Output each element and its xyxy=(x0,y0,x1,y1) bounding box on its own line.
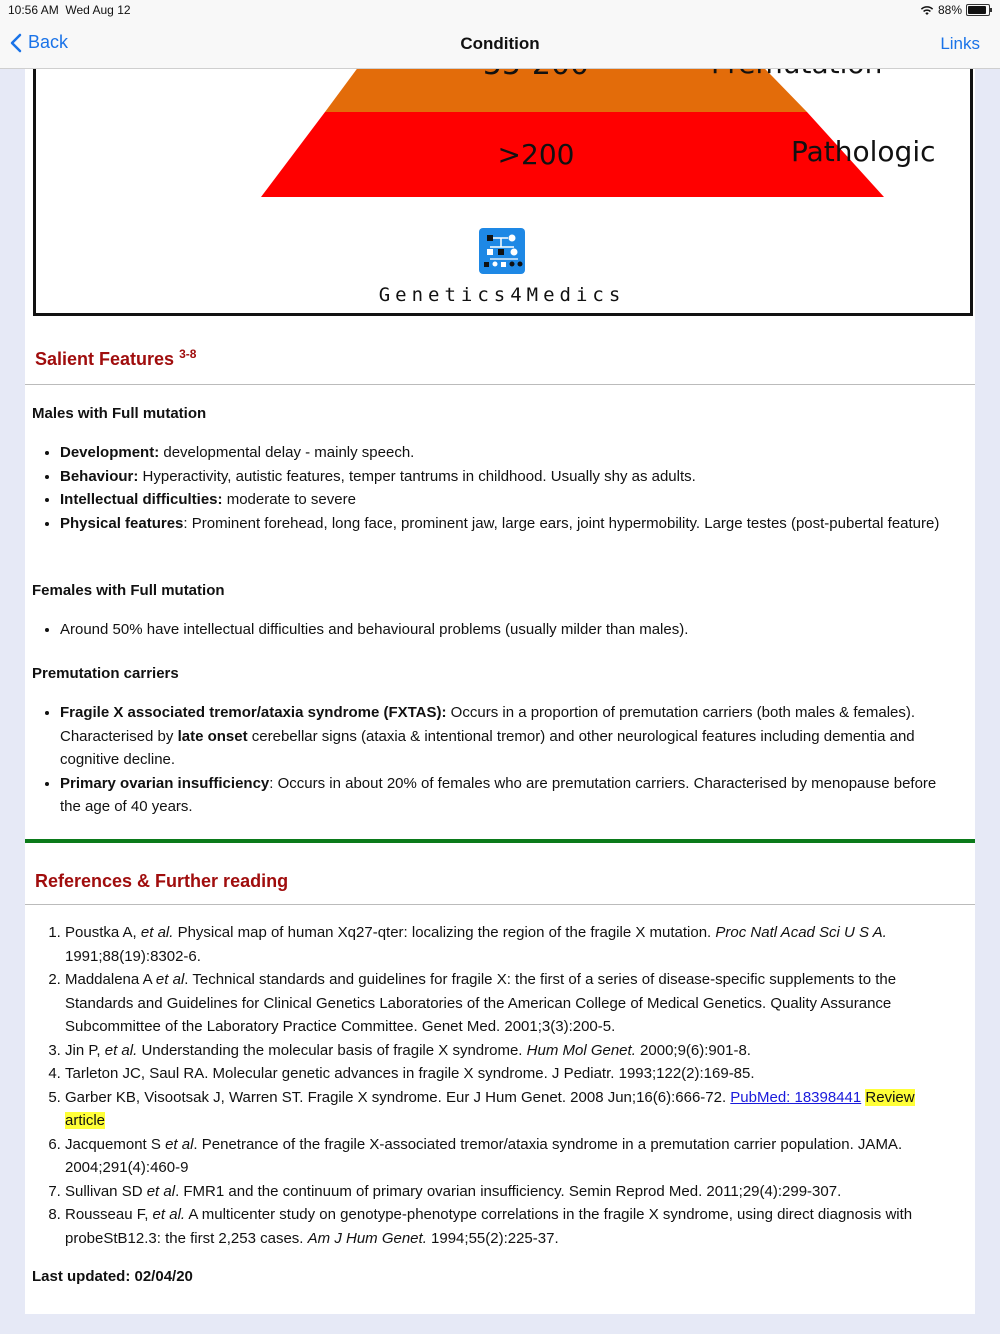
section-divider xyxy=(25,839,975,843)
reference-item: 2. Maddalena A et al. Technical standards and guidelines for fragile X: the first of a series of disease-specific supplements to the Standards and Guidelines for Clinical Genetics Laboratories of the American College of Medical Genetics. Quality Assurance Subcommittee of the Laboratory Practice Committee. Genet Med. 2001;3(3):200-5. xyxy=(65,968,955,1039)
list-item: • Around 50% have intellectual difficulties and behavioural problems (usually milder than males). xyxy=(60,618,960,642)
list-item: • Intellectual difficulties: moderate to severe xyxy=(60,488,960,512)
battery-percent: 88% xyxy=(937,3,962,17)
last-updated: Last updated: 02/04/20 xyxy=(32,1268,193,1285)
status-bar xyxy=(0,0,1000,22)
review-article-highlight: Review article xyxy=(65,1088,915,1129)
tier-label-bottom: >200 xyxy=(497,138,575,171)
tier-right-label-top xyxy=(711,69,882,80)
list-item: • Primary ovarian insufficiency: Occurs in about 20% of females who are premutation carriers. Characterised by menopause before the age of 40 years. xyxy=(60,772,960,819)
references-heading: References & Further reading xyxy=(35,871,289,891)
battery-icon xyxy=(966,4,990,16)
wifi-icon xyxy=(920,5,934,16)
reference-item: 8. Rousseau F, et al. A multicenter study on genotype-phenotype correlations in the fragile X syndrome, using direct diagnosis with probeStB12.3: the first 2,253 cases. Am J Hum Genet. 1994;55(2):225-37. xyxy=(65,1203,955,1250)
reference-item: 4. Tarleton JC, Saul RA. Molecular genetic advances in fragile X syndrome. J Pediatr. 1993;122(2):169-85. xyxy=(65,1062,955,1086)
tier-label-top xyxy=(483,69,589,82)
reference-item: 3. Jin P, et al. Understanding the molecular basis of fragile X syndrome. Hum Mol Genet. 2000;9(6):901-8. xyxy=(65,1039,955,1063)
page-title: Condition xyxy=(460,34,540,53)
list-item: • Behaviour: Hyperactivity, autistic features, temper tantrums in childhood. Usually shy as adults. xyxy=(60,465,960,489)
genetics4medics-logo-icon xyxy=(479,228,525,274)
females-list xyxy=(60,618,960,642)
list-item: • Fragile X associated tremor/ataxia syndrome (FXTAS): Occurs in a proportion of premutation carriers (both males & females). Characterised by late onset cerebellar signs (ataxia & intentional tremor) and other neurological features including dementia and cognitive decline. xyxy=(60,701,960,772)
salient-features-heading: Salient Features $^{3-8}$ xyxy=(35,347,197,369)
females-heading: Females with Full mutation xyxy=(32,582,225,599)
tier-right-label-bottom: Pathologic xyxy=(791,135,936,168)
reference-item: 5. Garber KB, Visootsak J, Warren ST. Fragile X syndrome. Eur J Hum Genet. 2008 Jun;16(6):666-72. PubMed: 18398441 Review article xyxy=(65,1086,955,1133)
reference-item: 6. Jacquemont S et al. Penetrance of the fragile X-associated tremor/ataxia syndrome in a premutation carrier population. JAMA. 2004;291(4):460-9 xyxy=(65,1133,955,1180)
divider xyxy=(25,384,975,385)
premutation-list xyxy=(60,701,960,819)
salient-refs: 3-8 xyxy=(179,347,197,361)
divider xyxy=(25,904,975,905)
reference-item: 7. Sullivan SD et al. FMR1 and the continuum of primary ovarian insufficiency. Semin Reprod Med. 2011;29(4):299-307. xyxy=(65,1180,955,1204)
list-item: • Physical features: Prominent forehead, long face, prominent jaw, large ears, joint hypermobility. Large testes (post-pubertal feature) xyxy=(60,512,960,536)
back-label: Back xyxy=(28,32,69,52)
pyramid-diagram xyxy=(36,69,970,313)
males-list xyxy=(60,441,960,535)
reference-item: 1. Poustka A, et al. Physical map of human Xq27-qter: localizing the region of the fragile X mutation. Proc Natl Acad Sci U S A. 1991;88(19):8302-6. xyxy=(65,921,955,968)
content-panel xyxy=(25,69,975,1314)
navigation-bar xyxy=(0,22,1000,69)
links-button[interactable]: Links xyxy=(940,34,980,53)
premutation-heading: Premutation carriers xyxy=(32,665,179,682)
list-item: • Development: developmental delay - mainly speech. xyxy=(60,441,960,465)
status-time: 10:56 AM Wed Aug 12 xyxy=(8,3,131,17)
logo-text: Genetics4Medics xyxy=(378,284,626,306)
references-list xyxy=(65,921,955,1250)
males-heading: Males with Full mutation xyxy=(32,405,207,422)
pubmed-link[interactable]: PubMed: 18398441 xyxy=(730,1088,862,1106)
status-right xyxy=(920,3,990,17)
pyramid-figure xyxy=(33,69,973,316)
